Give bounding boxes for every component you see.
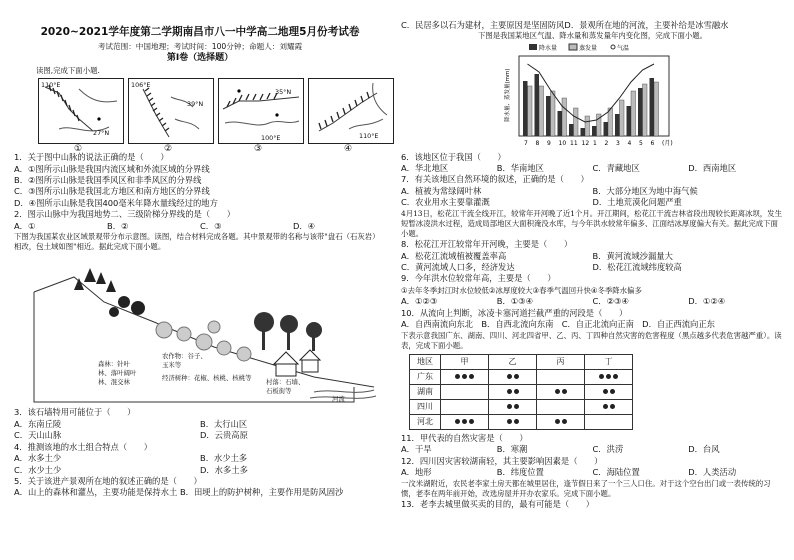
map-number-3: ③ [254, 144, 263, 155]
severity-dot [507, 389, 512, 394]
table-row [410, 399, 633, 414]
question-4-stem: 4．推测该地的水土组合特点（ ） [14, 441, 153, 452]
question-13-stem: 13．老李去城里做买卖的目的，最有可能是（ ） [401, 498, 595, 509]
question-1-option-c[interactable]: C．③图所示山脉是我国北方地区和南方地区的分界线 [14, 186, 210, 197]
evap-bar [654, 82, 659, 136]
question-8-option-c[interactable]: C．黄河流域人口多，经济发达 [401, 262, 515, 273]
question-6-option-d[interactable]: D．西南地区 [688, 163, 737, 174]
table-header-cell: 丙 [537, 354, 585, 369]
question-2-option-c[interactable]: C．③ [200, 220, 222, 231]
map-1-label-b: 27°N [93, 129, 110, 138]
question-9 [401, 273, 784, 307]
map-4-label-a: 110°E [359, 132, 379, 141]
evap-bar [585, 116, 590, 136]
month-ticks [524, 139, 673, 147]
read-note: 读图,完成下面小题. [36, 65, 100, 75]
precip-bar [627, 106, 632, 136]
question-4-option-b[interactable]: B．水少土多 [200, 453, 248, 464]
question-8-option-a[interactable]: A．松花江流域植被覆盖率高 [401, 250, 507, 261]
landscape-drawing [14, 252, 386, 407]
legend-evap-text: 蒸发量 [579, 44, 598, 52]
question-10 [401, 308, 784, 331]
severity-dot [514, 419, 519, 424]
evap-bar [528, 86, 533, 136]
map-3 [218, 78, 304, 144]
section-heading: 第I卷（选择题） [166, 53, 234, 64]
question-3-option-a[interactable]: A．东南丘陵 [14, 418, 62, 429]
map-2 [128, 78, 214, 144]
question-4-option-c[interactable]: C．水少土少 [14, 464, 62, 475]
table-dots-cell [537, 399, 585, 414]
month-tick-label: 3 [616, 139, 620, 147]
month-tick-label: 9 [547, 139, 551, 147]
question-3-stem: 3．该石墙特用可能位于（ ） [14, 407, 136, 418]
question-3-option-b[interactable]: B．太行山区 [200, 418, 248, 429]
question-8-option-d[interactable]: D．松花江流域纬度较高 [592, 262, 682, 273]
table-dots-cell [585, 414, 633, 429]
question-2-option-b[interactable]: B．② [107, 220, 129, 231]
evap-bar [551, 91, 556, 136]
precip-bar [615, 114, 620, 136]
table-dots-cell [585, 384, 633, 399]
question-1-option-a[interactable]: A．①图所示山脉是我国内流区域和外流区域的分界线 [14, 163, 210, 174]
table-dots-cell [441, 399, 489, 414]
table-dots-cell [489, 414, 537, 429]
question-9-option-d[interactable]: D．①②④ [688, 296, 726, 307]
table-dots-cell [585, 399, 633, 414]
question-5-option-ab[interactable]: A．山上的森林和灌丛，主要功能是保持水土 B．田埂上的防护树种，主要作用是防风固沙 [14, 487, 344, 498]
table-dots-cell [441, 384, 489, 399]
map-1-label-a: 110°E [41, 81, 61, 90]
table-intro: 下表示意我国广东、湖南、四川、河北四省甲、乙、丙、丁四种自然灾害的危害程度（黑点越多代表危害越严重）。读表，完成下面小题。 [401, 330, 782, 350]
question-12 [401, 456, 784, 479]
severity-dot [507, 419, 512, 424]
question-3-option-d[interactable]: D．云贵高原 [200, 430, 248, 441]
map-3-label-a: 35°N [275, 88, 292, 97]
map-4 [308, 78, 394, 144]
legend-swatch-precip [529, 44, 537, 50]
paper-subtitle: 考试范围：中国地理；考试时间：100分钟；命题人：刘耀霞 [97, 42, 303, 51]
question-6-option-b[interactable]: B．华南地区 [496, 163, 544, 174]
table-dots-cell [441, 414, 489, 429]
month-tick-label: 7 [524, 139, 528, 147]
table-header-cell: 地区 [410, 354, 441, 369]
question-1-option-d[interactable]: D．④图所示山脉是我国400毫米年降水量线经过的地方 [14, 197, 218, 208]
question-9-option-c[interactable]: C．②③④ [592, 296, 629, 307]
question-9-items: ①去年冬季封江时水位较低②冰厚度较大③春季气温回升快④冬季降水偏多 [401, 285, 642, 295]
table-region-cell: 广东 [410, 369, 441, 384]
month-tick-label: 1 [593, 139, 597, 147]
severity-dot [613, 374, 618, 379]
maps-figure [14, 78, 386, 155]
forest-label: 森林：针叶林、落叶阔叶林、混交林 [98, 360, 137, 387]
question-2-option-d[interactable]: D．④ [293, 220, 316, 231]
map-2-label-a: 106°E [131, 81, 151, 90]
table-dots-cell [489, 399, 537, 414]
climate-chart-svg [401, 42, 784, 152]
question-7-option-b[interactable]: B．大部分地区为地中海气候 [592, 185, 698, 196]
severity-dot [455, 374, 460, 379]
question-1-option-b[interactable]: B．②图所示山脉是我国季风区和非季风区的分界线 [14, 175, 202, 186]
severity-dot [606, 374, 611, 379]
question-8-option-b[interactable]: B．黄河流域沙漏量大 [592, 250, 673, 261]
question-6-stem: 6．该地区位于我国（ ） [401, 151, 506, 162]
table-region-cell: 河北 [410, 414, 441, 429]
month-tick-label: 10 [558, 139, 567, 147]
map-2-label-b: 39°N [187, 100, 204, 109]
question-2 [14, 209, 386, 232]
precip-bar [638, 88, 643, 136]
severity-dot [610, 404, 615, 409]
question-6 [401, 152, 784, 175]
paper-title: 2020~2021学年度第二学期南昌市八一中学高二地理5月份考试卷 [40, 26, 360, 38]
question-4 [14, 442, 386, 476]
question-2-options [14, 221, 386, 232]
severity-dot [507, 374, 512, 379]
precip-bar [650, 78, 655, 136]
table-header-cell: 丁 [585, 354, 633, 369]
question-5-option-cd[interactable]: C．民居多以石为建材，主要原因是坚固防风D．景观所在地的河流，主要补给是冰雪融水 [401, 20, 729, 30]
map-4-drawing [309, 79, 393, 143]
crop-label: 农作物：谷子、玉米等 [162, 352, 207, 370]
evap-bar [562, 98, 567, 136]
question-11-option-d[interactable]: D．台风 [688, 444, 720, 455]
question-11 [401, 433, 784, 456]
severity-dot [469, 419, 474, 424]
legend [529, 44, 629, 52]
month-tick-label: 4 [627, 139, 632, 147]
landscape-intro: 下图为我国某农业区域景观带分布示意图。读图，结合材料完成各题。其中景观带的名称与该带"盘石（石灰岩）相改，包土域如图"相近。据此完成下面小题。 [14, 232, 380, 252]
question-7-option-c[interactable]: C．农业用水主要靠灌溉 [401, 197, 490, 208]
table-row [410, 369, 633, 384]
econ-label: 经济树种：花椒、核桃、核桃等 [162, 374, 252, 383]
severity-dot [603, 389, 608, 394]
chart-ylabel: 降水量、蒸发量(mm) [505, 68, 511, 122]
severity-dot [514, 404, 519, 409]
table-dots-cell [489, 384, 537, 399]
question-12-option-a[interactable]: A．地形 [401, 467, 432, 478]
evap-bar [574, 108, 579, 136]
question-12-option-d[interactable]: D．人类活动 [688, 467, 737, 478]
severity-dot [469, 374, 474, 379]
table-header-cell: 乙 [489, 354, 537, 369]
table-dots-cell [585, 369, 633, 384]
map-number-4: ④ [344, 144, 353, 155]
chart-bars [523, 74, 659, 136]
map-number-1: ① [74, 144, 83, 155]
evap-bar [643, 84, 648, 136]
severity-dot [599, 374, 604, 379]
table-dots-cell [489, 369, 537, 384]
map-1 [38, 78, 124, 144]
table-body [410, 369, 633, 429]
question-11-stem: 11．甲代表的自然灾害是（ ） [401, 432, 528, 443]
severity-dot [455, 419, 460, 424]
severity-dot [555, 389, 560, 394]
question-7-option-d[interactable]: D．土地荒漠化问题严重 [592, 197, 682, 208]
question-1 [14, 152, 386, 209]
severity-dot [562, 419, 567, 424]
legend-temp-text: 气温 [617, 44, 630, 52]
table-row [410, 384, 633, 399]
question-10-stem: 10．从流向上判断，冰凌卡塞河道拦截严重的河段是（ ） [401, 307, 628, 318]
precip-bar [558, 111, 563, 136]
precip-bar [581, 128, 586, 136]
month-tick-label: 5 [639, 139, 643, 147]
precip-bar [535, 74, 540, 136]
question-12-option-b[interactable]: B．纬度位置 [496, 467, 544, 478]
question-7-option-a[interactable]: A．植被为常绿阔叶林 [401, 185, 482, 196]
month-tick-label: 8 [535, 139, 540, 147]
question-11-option-c[interactable]: C．洪涝 [592, 444, 624, 455]
question-4-option-d[interactable]: D．水多土多 [200, 464, 248, 475]
question-6-option-c[interactable]: C．青藏地区 [592, 163, 640, 174]
month-tick-label: 11 [570, 139, 578, 147]
map-number-2: ② [164, 144, 173, 155]
severity-dot [610, 389, 615, 394]
question-3 [14, 407, 386, 441]
left-column [14, 0, 386, 499]
severity-dot [462, 374, 467, 379]
question-12-option-c[interactable]: C．海陆位置 [592, 467, 640, 478]
severity-dot [603, 404, 608, 409]
question-11-option-b[interactable]: B．寒潮 [496, 444, 528, 455]
river-intro: 4月13日，松花江干流全线开江，较常年开河晚了近1个月。开江期间，松花江干流吉林省段出现较长距离冰坝，发生短暂冰凌洪水过程，造成局部地区大面积淹没水库，与今年洪水较常年偏多、江面结冰厚度偏大有关。据此完成下面小题。 [401, 208, 782, 239]
climate-intro: 下图是我国某地区气温、降水量和蒸发量年内变化图，完成下面小题。 [477, 31, 708, 41]
severity-dot [514, 389, 519, 394]
severity-dot [507, 404, 512, 409]
table-header-cell: 甲 [441, 354, 489, 369]
question-9-option-b[interactable]: B．①③④ [496, 296, 534, 307]
question-12-stem: 12．四川因灾害较湖南轻，其主要影响因素是（ ） [401, 455, 603, 466]
village-label: 村落：石墙、石板街等 [266, 378, 305, 396]
question-7 [401, 174, 784, 208]
precip-bar [523, 81, 528, 136]
month-tick-label: 12 [581, 139, 590, 147]
evap-bar [631, 91, 636, 136]
question-9-option-a[interactable]: A．①②③ [401, 296, 438, 307]
table-region-cell: 四川 [410, 399, 441, 414]
evap-bar [608, 108, 613, 136]
legend-swatch-evap [569, 44, 577, 50]
question-6-option-a[interactable]: A．华北地区 [401, 163, 449, 174]
question-8 [401, 239, 784, 273]
question-8-stem: 8．松花江开江较常年开河晚，主要是（ ） [401, 239, 573, 250]
legend-precip-text: 降水量 [539, 44, 558, 52]
evap-bar [620, 100, 625, 136]
precip-bar [546, 96, 551, 136]
river-label: 河流 [332, 395, 345, 404]
severity-dot [514, 374, 519, 379]
question-7-stem: 7．有关该地区自然环境的叙述，正确的是（ ） [401, 174, 589, 185]
question-4-option-a[interactable]: A．水多土少 [14, 453, 62, 464]
right-column [401, 0, 784, 510]
severity-dot [562, 389, 567, 394]
landscape-figure [14, 252, 386, 407]
question-2-option-a[interactable]: A．① [14, 220, 36, 231]
precip-bar [592, 126, 597, 136]
precip-bar [604, 122, 609, 136]
evap-bar [539, 86, 544, 136]
question-2-stem: 2．图示山脉中为我国地势二、三级阶梯分界线的是（ ） [14, 209, 235, 220]
question-5-stem: 5．关于该进产景观所在地的叙述正确的是（ ） [14, 475, 202, 486]
month-tick-label: (月) [662, 139, 673, 147]
hazard-table [409, 354, 633, 430]
table-dots-cell [537, 414, 585, 429]
question-3-option-c[interactable]: C．天山山脉 [14, 430, 62, 441]
question-11-option-a[interactable]: A．干旱 [401, 444, 432, 455]
legend-swatch-temp [611, 45, 615, 49]
severity-dot [555, 419, 560, 424]
climate-chart [401, 42, 784, 152]
table-dots-cell [441, 369, 489, 384]
question-9-stem: 9．今年洪水位较常年高，主要是（ ） [401, 273, 556, 284]
table-dots-cell [537, 369, 585, 384]
last-intro: 一汶米湖附近，农民老李家土房天都在城里居住，逢节假日来了一个三人口住。对于这个空台出门或一表传统的习惯，老李在两年前开始，改选房屋并开办农家乐。完成下面小题。 [401, 478, 771, 498]
table-header-row [410, 354, 633, 369]
map-3-label-b: 100°E [261, 134, 281, 143]
precip-bar [569, 124, 574, 136]
question-1-stem: 1．关于图中山脉的说法正确的是（ ） [14, 152, 169, 163]
question-10-options[interactable]: A．自西南流向东北 B．自西北流向东南 C．自正北流向正南 D．自正西流向正东 [401, 319, 715, 330]
table-row [410, 414, 633, 429]
month-tick-label: 6 [650, 139, 655, 147]
severity-dot [462, 419, 467, 424]
month-tick-label: 2 [604, 139, 609, 147]
question-5 [14, 476, 386, 499]
table-dots-cell [537, 384, 585, 399]
table-region-cell: 湖南 [410, 384, 441, 399]
